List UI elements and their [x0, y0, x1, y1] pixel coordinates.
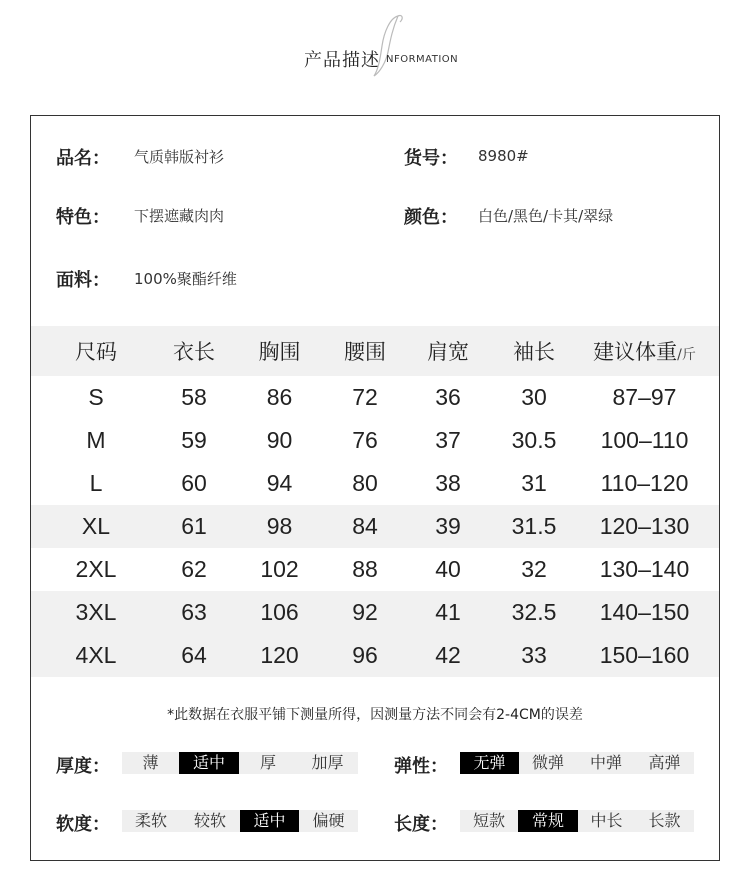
table-cell: 87–97: [612, 384, 677, 410]
table-cell: 76: [352, 427, 378, 453]
measurement-note: *此数据在衣服平铺下测量所得，因测量方法不同会有2-4CM的误差: [167, 707, 583, 723]
color-label: 颜色：: [404, 207, 458, 228]
header-cell-sleeve: 袖长: [513, 340, 555, 364]
header-cell-length: 衣长: [173, 340, 215, 364]
thickness-scale: [122, 752, 358, 774]
header-cell-shoulder: 肩宽: [427, 340, 469, 364]
fabric-field: [56, 266, 110, 292]
table-cell: 102: [260, 556, 299, 582]
table-cell: 38: [435, 470, 461, 496]
elasticity-label: 弹性：: [394, 756, 448, 777]
table-cell: 94: [266, 470, 293, 496]
table-cell: 100–110: [600, 427, 689, 453]
table-cell: 31: [521, 470, 547, 496]
table-cell: M: [86, 427, 106, 453]
feature-value: 下摆遮藏肉肉: [134, 207, 225, 225]
length-scale: [460, 810, 694, 832]
thickness-option: 薄: [142, 753, 159, 772]
table-cell: 42: [435, 642, 461, 668]
softness-option: 适中: [240, 810, 299, 832]
length-option: 常规: [518, 810, 578, 832]
table-cell: 30: [521, 384, 547, 410]
section-title-cn: 产品描述: [304, 50, 380, 71]
table-cell: 3XL: [75, 599, 117, 625]
product-name-label: 品名：: [56, 148, 110, 169]
fabric-value-wrap: [134, 268, 237, 289]
table-cell: 60: [181, 470, 207, 496]
softness-option: 较软: [193, 811, 226, 830]
softness-label: 软度：: [56, 814, 110, 835]
fabric-value: 100%聚酯纤维: [134, 270, 237, 288]
feature-label: 特色：: [56, 207, 110, 228]
thickness-option: 加厚: [311, 753, 344, 772]
section-title-en: NFORMATION: [386, 54, 459, 65]
table-cell: 2XL: [75, 556, 117, 582]
weight-header-label: 建议体重: [593, 340, 678, 364]
length-option: 短款: [472, 811, 505, 830]
feature-field: [56, 203, 110, 229]
length-option: 中长: [590, 811, 623, 830]
table-row: [31, 376, 719, 419]
table-row: [31, 591, 719, 634]
product-name-field: [56, 144, 110, 170]
table-cell: 110–120: [600, 470, 689, 496]
table-cell: 39: [435, 513, 461, 539]
table-cell: 41: [435, 599, 461, 625]
table-cell: 61: [181, 513, 207, 539]
table-cell: 80: [352, 470, 378, 496]
table-cell: 92: [352, 599, 378, 625]
table-cell: 33: [521, 642, 547, 668]
table-cell: 130–140: [599, 556, 690, 582]
length-option: 长款: [648, 811, 681, 830]
weight-unit: /斤: [677, 347, 696, 363]
length-label: 长度：: [394, 814, 448, 835]
table-cell: 106: [260, 599, 299, 625]
elasticity-option: 中弹: [589, 753, 622, 772]
table-cell: 30.5: [511, 427, 557, 453]
table-row: [31, 634, 719, 677]
table-cell: 37: [435, 427, 461, 453]
table-cell: 72: [352, 384, 378, 410]
fabric-label: 面料：: [56, 270, 110, 291]
table-cell: 40: [435, 556, 461, 582]
table-cell: 58: [181, 384, 207, 410]
sku-value-wrap: [478, 146, 529, 165]
sku-field: [404, 144, 458, 170]
table-cell: 62: [181, 556, 207, 582]
table-cell: 63: [181, 599, 207, 625]
color-value-wrap: [478, 205, 613, 226]
table-cell: 140–150: [599, 599, 690, 625]
table-cell: 84: [352, 513, 378, 539]
table-cell: S: [88, 384, 104, 410]
table-cell: 150–160: [599, 642, 690, 668]
product-name-value: 气质韩版衬衫: [134, 148, 225, 166]
header-cell-weight: [570, 336, 719, 366]
size-chart-table: [31, 326, 719, 677]
thickness-option: 适中: [179, 752, 239, 774]
color-value: 白色/黑色/卡其/翠绿: [478, 207, 614, 225]
color-field: [404, 203, 458, 229]
elasticity-option: 微弹: [531, 753, 564, 772]
softness-option: 偏硬: [312, 811, 345, 830]
sku-label: 货号：: [404, 148, 458, 169]
softness-scale: [122, 810, 358, 832]
thickness-option: 厚: [259, 753, 276, 772]
table-cell: 64: [181, 642, 207, 668]
elasticity-option: 无弹: [460, 752, 519, 774]
section-header: [0, 0, 750, 100]
sku-value: 8980#: [478, 147, 529, 165]
table-cell: 31.5: [511, 513, 557, 539]
table-row: [31, 548, 719, 591]
script-i-flourish-icon: [368, 12, 408, 82]
table-cell: 98: [266, 513, 293, 539]
header-cell-waist: 腰围: [344, 340, 386, 364]
thickness-label: 厚度：: [56, 756, 110, 777]
table-cell: 88: [352, 556, 378, 582]
elasticity-scale: [460, 752, 694, 774]
table-row: [31, 505, 719, 548]
table-row: [31, 462, 719, 505]
table-cell: XL: [81, 513, 111, 539]
feature-value-wrap: [134, 205, 224, 226]
size-table-header-row: [31, 326, 719, 376]
header-cell-size: 尺码: [75, 340, 117, 364]
table-cell: 90: [266, 427, 293, 453]
elasticity-option: 高弹: [648, 753, 681, 772]
table-cell: 86: [266, 384, 293, 410]
table-cell: 4XL: [75, 642, 117, 668]
table-row: [31, 419, 719, 462]
softness-option: 柔软: [134, 811, 167, 830]
header-cell-bust: 胸围: [258, 340, 301, 364]
table-cell: L: [89, 470, 103, 496]
table-cell: 120–130: [599, 513, 690, 539]
table-cell: 36: [435, 384, 461, 410]
table-cell: 59: [181, 427, 207, 453]
table-cell: 96: [352, 642, 378, 668]
table-cell: 32.5: [511, 599, 557, 625]
product-name-value-wrap: [134, 146, 224, 167]
table-cell: 120: [260, 642, 299, 668]
table-cell: 32: [521, 556, 547, 582]
